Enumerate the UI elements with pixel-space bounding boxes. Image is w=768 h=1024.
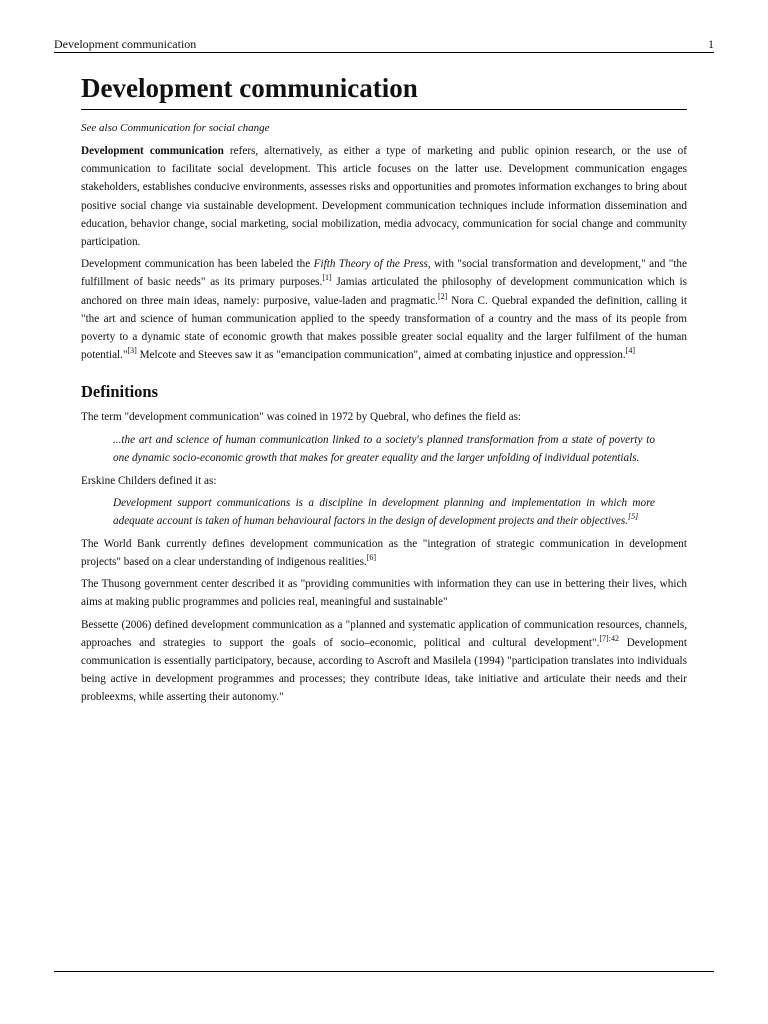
history-text-b: , with "social transformation and development," and "the fulfillment of basic needs" as its primary purposes. bbox=[81, 258, 687, 289]
bessette-text-a: Bessette (2006) defined development communication as a "planned and systematic application of communication resources, channels, approaches and strategies to support the goals of socio–economic, political and cultural development". bbox=[81, 618, 687, 649]
citation-ref[interactable]: [5] bbox=[628, 512, 639, 522]
quebral-quote: ...the art and science of human communication linked to a society's planned transformation from a state of poverty to one dynamic socio-economic growth that makes for greater equality and the larger unfolding of individual potentials. bbox=[113, 433, 655, 465]
running-header bbox=[54, 36, 714, 52]
citation-ref[interactable]: [3] bbox=[127, 346, 137, 356]
history-paragraph bbox=[81, 255, 687, 364]
article-title: Development communication bbox=[81, 70, 687, 110]
definitions-paragraph-2: Erskine Childers defined it as: bbox=[81, 474, 217, 487]
see-also-note: See also Communication for social change bbox=[81, 122, 270, 134]
bessette-paragraph bbox=[81, 616, 687, 707]
world-bank-text: The World Bank currently defines development communication as the "integration of strategic communication in development projects" based on a clear understanding of indigenous realities. bbox=[81, 537, 687, 569]
footer-rule bbox=[54, 971, 714, 972]
world-bank-paragraph bbox=[81, 535, 687, 571]
article-body bbox=[81, 70, 687, 711]
page-number: 1 bbox=[708, 37, 714, 51]
history-text-e: Melcote and Steeves saw it as "emancipation communication", aimed at combating injustice and oppression. bbox=[136, 349, 626, 362]
intro-paragraph bbox=[81, 142, 687, 251]
fifth-theory-title: Fifth Theory of the Press bbox=[313, 258, 428, 271]
running-title: Development communication bbox=[54, 37, 197, 51]
intro-term: Development communication bbox=[81, 145, 224, 157]
citation-ref[interactable]: [2] bbox=[437, 291, 448, 301]
citation-ref[interactable]: [7]:42 bbox=[599, 633, 619, 643]
intro-text: refers, alternatively, as either a type of marketing and public opinion research, or the use of communication to facilitate social development. This article focuses on the latter use. Development communication engages stakeholders, establishes conducive environments, assesses risks and opportunities and promotes information exchanges to bring about positive social change via sustainable development. Development communication techniques include information dissemination and education, behavior change, social marketing, social mobilization, media advocacy, communication for social change and community participation. bbox=[81, 145, 687, 249]
history-text-d: Nora C. Quebral expanded the definition, calling it "the art and science of human communication applied to the speedy transformation of a country and the mass of its people from poverty to a dynamic state of economic growth that makes possible greater social equality and the larger fulfilment of the human potential." bbox=[81, 294, 687, 362]
header-rule bbox=[54, 52, 714, 53]
section-heading-definitions: Definitions bbox=[81, 382, 159, 402]
definitions-paragraph-1: The term "development communication" was coined in 1972 by Quebral, who defines the field as: bbox=[81, 411, 522, 424]
history-text-a: Development communication has been labeled the bbox=[81, 258, 314, 271]
citation-ref[interactable]: [1] bbox=[322, 273, 332, 283]
bessette-text-b: Development communication is essentially participatory, because, according to Ascroft and Masilela (1994) "participation translates into individuals being active in development programmes and processes; they contribute ideas, take initiative and articulate their needs and their probleexms, while asserting their autonomy." bbox=[81, 636, 687, 704]
citation-ref[interactable]: [6] bbox=[366, 553, 377, 563]
childers-quote bbox=[113, 494, 655, 531]
thusong-paragraph: The Thusong government center described it as "providing communities with information they can use in bettering their lives, which aims at making public programmes and policies real, meaningful and sustainable" bbox=[81, 578, 687, 609]
childers-quote-text: Development support communications is a discipline in development planning and implementation in which more adequate account is taken of human behavioural factors in the design of development projects and their objectives. bbox=[113, 496, 655, 528]
history-text-c: Jamias articulated the philosophy of development communication which is anchored on three main ideas, namely: purposive, value-laden and pragmatic. bbox=[81, 276, 687, 307]
citation-ref[interactable]: [4] bbox=[625, 346, 635, 356]
